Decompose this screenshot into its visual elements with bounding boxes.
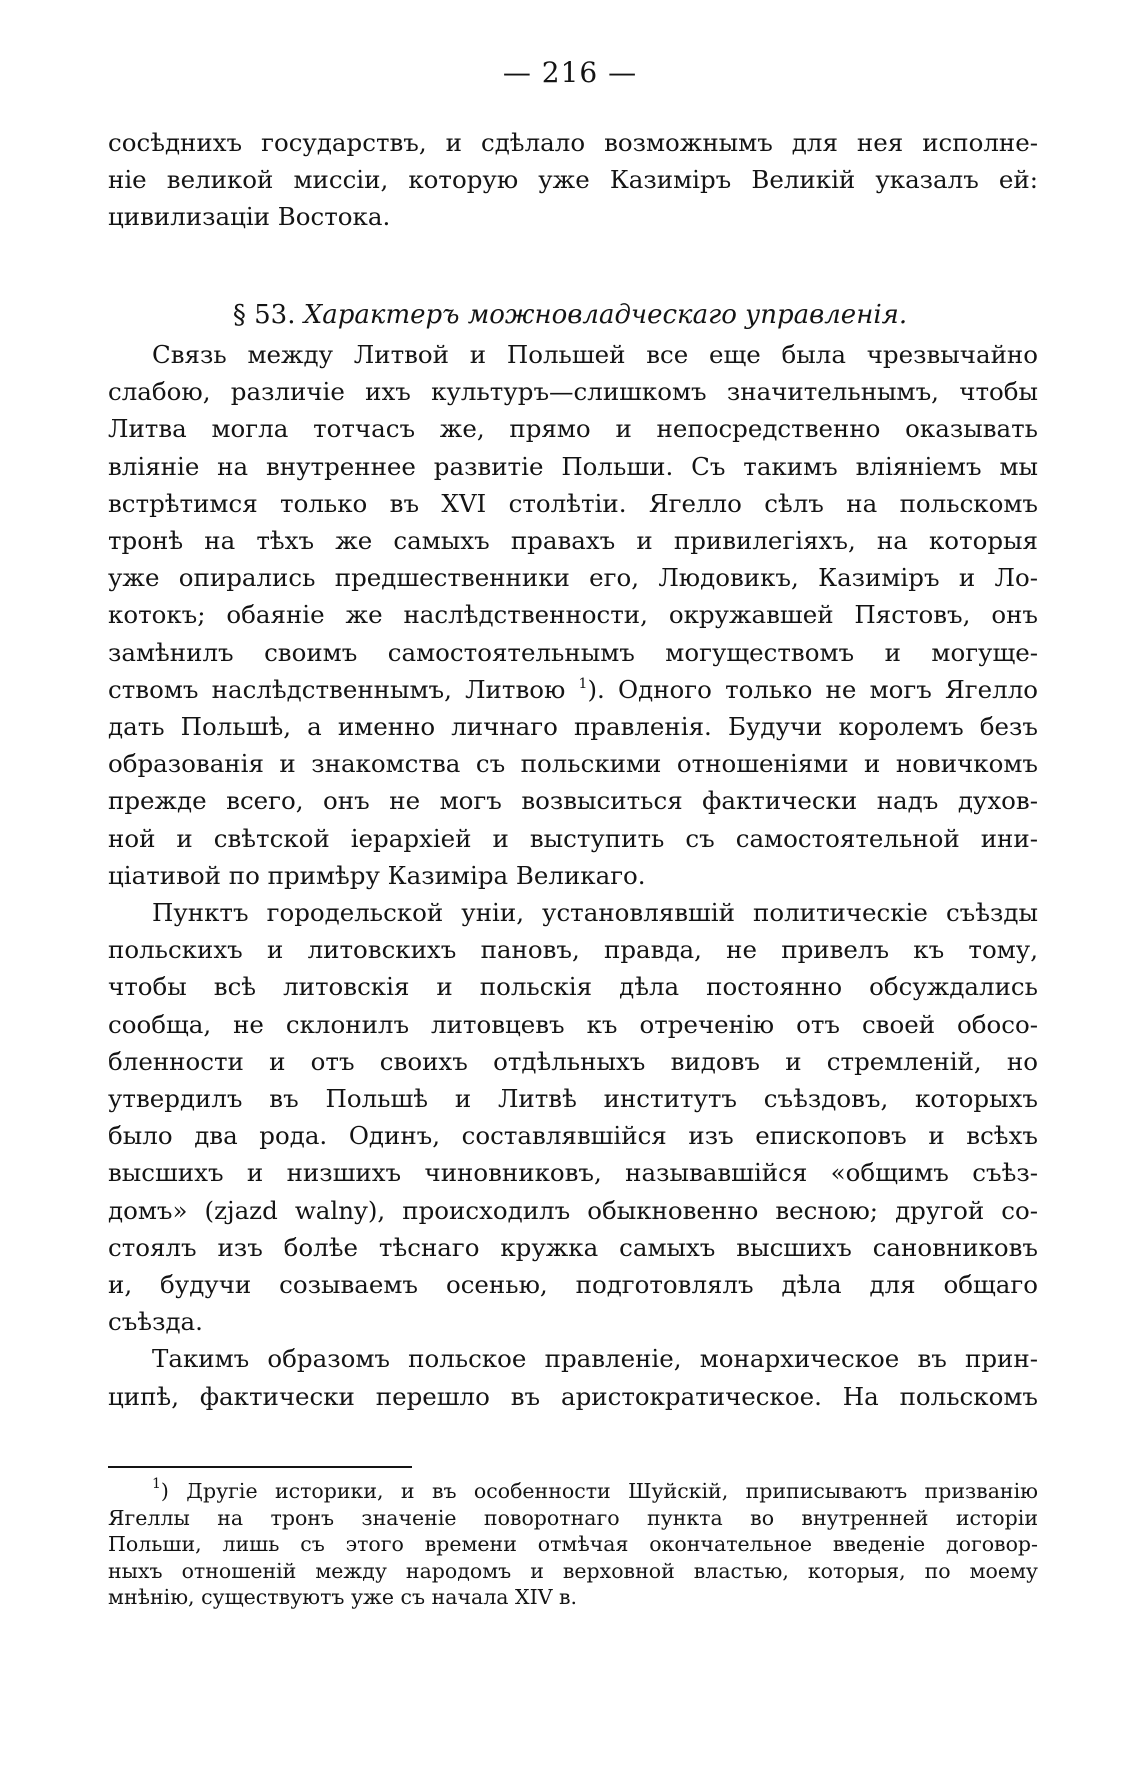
text-line: сообща, не склонилъ литовцевъ къ отреченію отъ своей обосо- [108, 1009, 1038, 1039]
text-line: высшихъ и низшихъ чиновниковъ, называвшійся «общимъ съѣз- [108, 1158, 1038, 1188]
text-line: польскихъ и литовскихъ пановъ, правда, не привелъ къ тому, [108, 935, 1038, 965]
text-line: и, будучи созываемъ осенью, подготовлялъ дѣла для общаго [108, 1270, 1038, 1300]
page-number: — 216 — [502, 56, 638, 89]
text-line: слабою, различіе ихъ культуръ—слишкомъ значительнымъ, чтобы [108, 377, 1038, 407]
text-line: домъ» (zjazd walny), происходилъ обыкновенно весною; другой со- [108, 1195, 1038, 1225]
text-line: котокъ; обаяніе же наслѣдственности, окружавшей Пястовъ, онъ [108, 600, 1038, 630]
text-line: утвердилъ въ Польшѣ и Литвѣ институтъ съѣздовъ, которыхъ [108, 1084, 1038, 1114]
text-line: стоялъ изъ болѣе тѣснаго кружка самыхъ высшихъ сановниковъ [108, 1232, 1038, 1262]
footnote-line: ныхъ отношеній между народомъ и верховной властью, которыя, по моему [108, 1558, 1038, 1583]
main-text [108, 336, 1038, 1415]
text-line: чтобы всѣ литовскія и польскія дѣла постоянно обсуждались [108, 972, 1038, 1002]
text-line: уже опирались предшественники его, Людовикъ, Казиміръ и Ло- [108, 563, 1038, 593]
text-line: прежде всего, онъ не могъ возвыситься фактически надъ духов- [108, 786, 1038, 816]
paragraph-top [108, 124, 1038, 236]
footnote-reference[interactable]: 1 [578, 675, 588, 692]
section-number: § 53. [232, 300, 296, 330]
text-fragment: ) Другіе историки, и въ особенности Шуйскій, приписываютъ призванію [160, 1479, 1038, 1503]
footnote [108, 1478, 1038, 1611]
text-line: тронѣ на тѣхъ же самыхъ правахъ и привилегіяхъ, на которыя [108, 526, 1038, 556]
text-line: дать Польшѣ, а именно личнаго правленія. Будучи королемъ безъ [108, 712, 1038, 742]
footnote-divider [108, 1466, 412, 1468]
text-line: бленности и отъ своихъ отдѣльныхъ видовъ и стремленій, но [108, 1046, 1038, 1076]
text-line: вліяніе на внутреннее развитіе Польши. Съ такимъ вліяніемъ мы [108, 451, 1038, 481]
footnote-line: Ягеллы на тронъ значеніе поворотнаго пункта во внутренней исторіи [108, 1505, 1038, 1530]
text-line: ціативой по примѣру Казиміра Великаго. [108, 860, 646, 890]
text-line: сосѣднихъ государствъ, и сдѣлало возможнымъ для нея исполне- [108, 128, 1038, 157]
text-line: Такимъ образомъ польское правленіе, монархическое въ прин- [152, 1344, 1038, 1374]
text-line: Связь между Литвой и Польшей все еще была чрезвычайно [152, 340, 1038, 369]
footnote-line: мнѣнію, существуютъ уже съ начала XIV в. [108, 1585, 578, 1609]
text-line: ной и свѣтской іерархіей и выступить съ самостоятельной ини- [108, 823, 1038, 853]
text-line: было два рода. Одинъ, составлявшійся изъ епископовъ и всѣхъ [108, 1121, 1038, 1151]
text-line: ніе великой миссіи, которую уже Казиміръ Великій указалъ ей: [108, 165, 1038, 195]
footnote-mark: 1 [152, 1476, 161, 1492]
footnote-line: Польши, лишь съ этого времени отмѣчая окончательное введеніе договор- [108, 1532, 1038, 1556]
text-fragment: ). Одного только не могъ Ягелло [587, 674, 1039, 704]
section-heading [0, 300, 1140, 330]
text-fragment: ствомъ наслѣдственнымъ, Литвою [108, 674, 566, 704]
text-line: образованія и знакомства съ польскими отношеніями и новичкомъ [108, 749, 1038, 779]
text-line: Литва могла тотчасъ же, прямо и непосредственно оказывать [108, 414, 1038, 444]
text-line: ципѣ, фактически перешло въ аристократическое. На польскомъ [108, 1381, 1038, 1411]
footnote-line [108, 1478, 1038, 1505]
section-title: Характеръ можновладческаго управленія. [303, 300, 908, 330]
text-line: встрѣтимся только въ XVI столѣтіи. Ягелло сѣлъ на польскомъ [108, 488, 1038, 518]
text-line: Пунктъ городельской уніи, установлявшій политическіе съѣзды [152, 898, 1038, 928]
text-line: замѣнилъ своимъ самостоятельнымъ могуществомъ и могуще- [108, 637, 1038, 667]
text-line: съѣзда. [108, 1307, 203, 1337]
text-line-with-footnote-ref [108, 671, 1038, 708]
text-line: цивилизаціи Востока. [108, 202, 391, 232]
